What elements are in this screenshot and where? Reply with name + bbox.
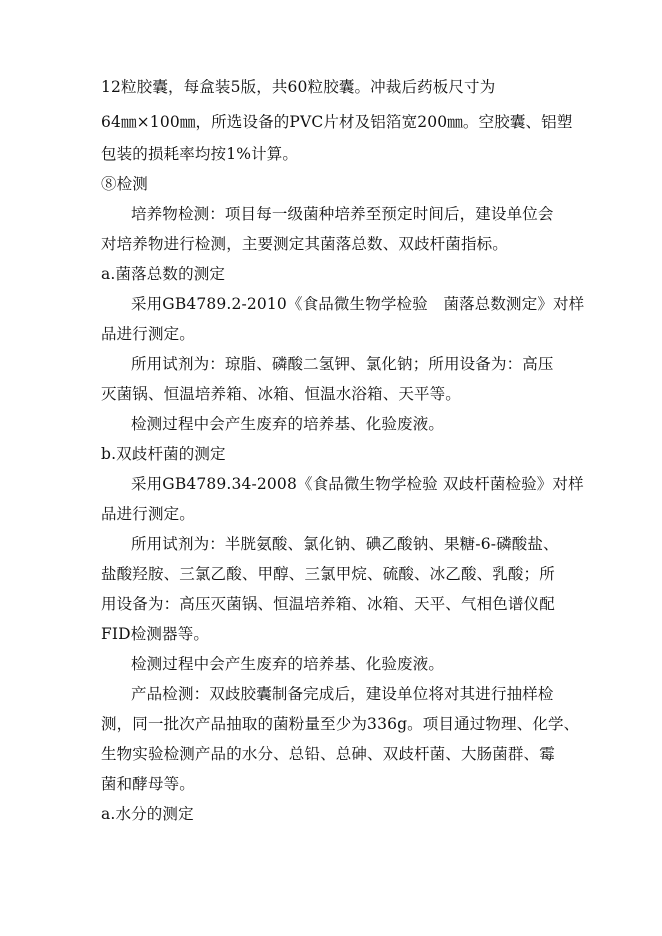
text-line: 12粒胶囊，每盒装5版，共60粒胶囊。冲裁后药板尺寸为 [101,78,496,96]
subsection-heading: b.双歧杆菌的测定 [101,445,226,463]
text-line: 64㎜×100㎜，所选设备的PVC片材及铝箔宽200㎜。空胶囊、铝塑 [101,113,573,131]
text-line: 对培养物进行检测，主要测定其菌落总数、双歧杆菌指标。 [101,235,508,253]
text-line: 盐酸羟胺、三氯乙酸、甲醇、三氯甲烷、硫酸、冰乙酸、乳酸；所 [101,565,555,583]
text-line: 测，同一批次产品抽取的菌粉量至少为336g。项目通过物理、化学、 [101,715,580,733]
text-line: 所用试剂为：琼脂、磷酸二氢钾、氯化钠；所用设备为：高压 [131,355,554,373]
text-line: 菌和酵母等。 [101,775,195,793]
text-line: 产品检测：双歧胶囊制备完成后，建设单位将对其进行抽样检 [131,685,554,703]
text-line: 用设备为：高压灭菌锅、恒温培养箱、冰箱、天平、气相色谱仪配 [101,595,555,613]
text-line: 检测过程中会产生废弃的培养基、化验废液。 [131,415,445,433]
text-line: 灭菌锅、恒温培养箱、冰箱、恒温水浴箱、天平等。 [101,385,461,403]
text-line: 品进行测定。 [101,505,195,523]
subsection-heading: a.水分的测定 [101,805,194,823]
text-line: 采用GB4789.34-2008《食品微生物学检验 双歧杆菌检验》对样 [131,475,584,493]
text-line: 包装的损耗率均按1%计算。 [101,145,299,163]
section-heading: ⑧检测 [101,175,148,193]
text-line: 品进行测定。 [101,325,195,343]
text-line: 采用GB4789.2-2010《食品微生物学检验 菌落总数测定》对样 [131,295,585,313]
text-line: FID检测器等。 [101,625,210,643]
text-line: 检测过程中会产生废弃的培养基、化验废液。 [131,655,445,673]
text-line: 培养物检测：项目每一级菌种培养至预定时间后，建设单位会 [131,205,554,223]
text-line: 生物实验检测产品的水分、总铅、总砷、双歧杆菌、大肠菌群、霉 [101,745,555,763]
text-line: 所用试剂为：半胱氨酸、氯化钠、碘乙酸钠、果糖-6-磷酸盐、 [131,535,559,553]
subsection-heading: a.菌落总数的测定 [101,265,226,283]
